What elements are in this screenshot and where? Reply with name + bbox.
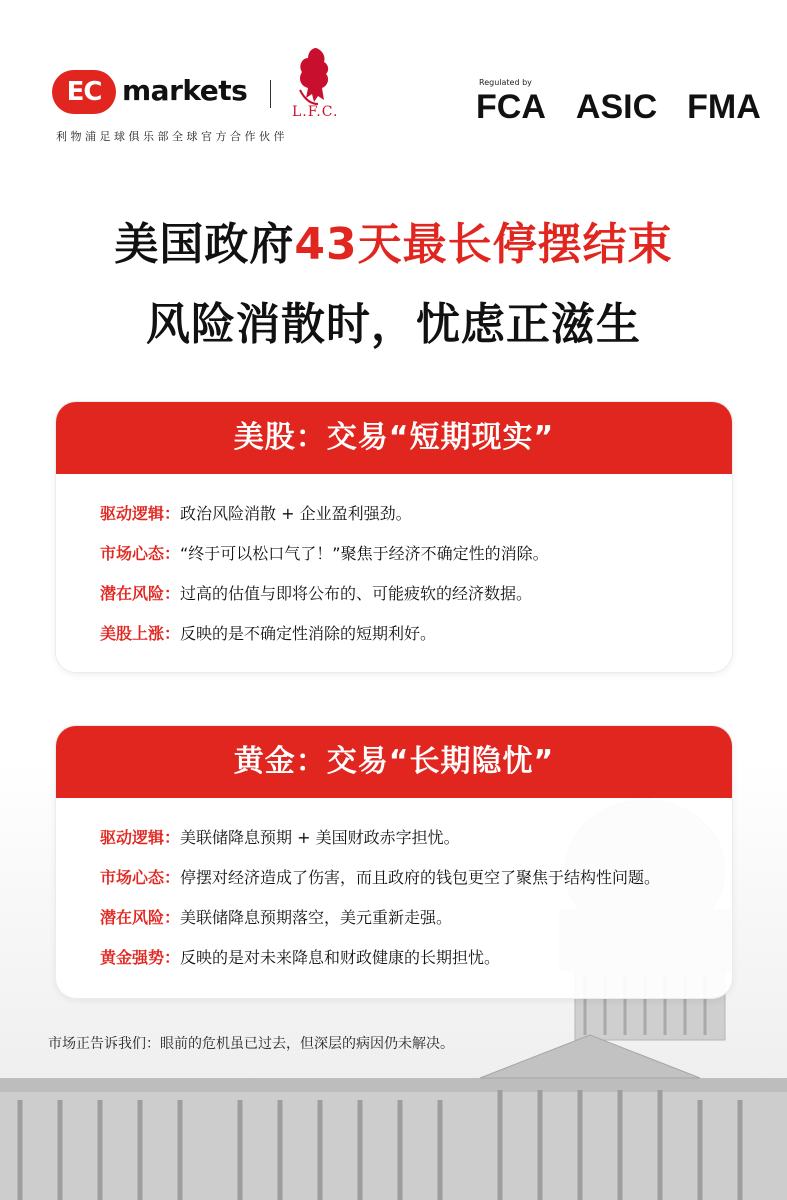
stocks-card-title: 美股：交易“短期现实” bbox=[56, 402, 732, 474]
row-key: 驱动逻辑： bbox=[100, 828, 181, 847]
gold-card-title: 黄金：交易“长期隐忧” bbox=[56, 726, 732, 798]
headline-line1-red: 43天最长停摆结束 bbox=[294, 219, 673, 270]
row-value: 美联储降息预期 + 美国财政赤字担忧。 bbox=[180, 828, 460, 847]
stocks-card bbox=[56, 402, 732, 672]
regulated-by-label: Regulated by bbox=[479, 78, 532, 87]
row-key: 黄金强势： bbox=[100, 948, 181, 967]
regulator-fma: FMA bbox=[687, 88, 761, 126]
headline-line2: 风险消散时，忧虑正滋生 bbox=[146, 299, 641, 350]
list-item bbox=[100, 574, 732, 614]
logo-divider bbox=[270, 80, 271, 108]
regulators-list bbox=[476, 88, 787, 127]
list-item bbox=[100, 534, 732, 574]
markets-logo-text: markets bbox=[122, 74, 248, 107]
headline-line1 bbox=[0, 208, 787, 272]
ec-logo-text: EC bbox=[52, 70, 116, 114]
gold-card bbox=[56, 726, 732, 998]
footnote: 市场正告诉我们：眼前的危机虽已过去，但深层的病因仍未解决。 bbox=[48, 1036, 454, 1052]
stocks-card-rows bbox=[56, 474, 732, 654]
row-key: 市场心态： bbox=[100, 544, 181, 563]
row-value: “终于可以松口气了！”聚焦于经济不确定性的消除。 bbox=[180, 544, 549, 563]
list-item bbox=[100, 938, 732, 978]
lfc-logo-text: L.F.C. bbox=[292, 104, 339, 120]
header bbox=[0, 0, 787, 170]
row-key: 潜在风险： bbox=[100, 908, 181, 927]
regulator-asic: ASIC bbox=[575, 88, 658, 126]
list-item bbox=[100, 494, 732, 534]
row-value: 停摆对经济造成了伤害，而且政府的钱包更空了聚焦于结构性问题。 bbox=[180, 868, 661, 887]
regulator-fca: FCA bbox=[476, 88, 546, 126]
list-item bbox=[100, 614, 732, 654]
row-value: 美联储降息预期落空，美元重新走强。 bbox=[180, 908, 453, 927]
row-value: 过高的估值与即将公布的、可能疲软的经济数据。 bbox=[180, 584, 533, 603]
row-value: 政治风险消散 + 企业盈利强劲。 bbox=[180, 504, 412, 523]
row-key: 驱动逻辑： bbox=[100, 504, 181, 523]
ec-logo bbox=[52, 70, 116, 114]
row-key: 市场心态： bbox=[100, 868, 181, 887]
row-key: 美股上涨： bbox=[100, 624, 181, 643]
row-key: 潜在风险： bbox=[100, 584, 181, 603]
partner-tagline: 利物浦足球俱乐部全球官方合作伙伴 bbox=[56, 130, 288, 143]
headline-line1-black: 美国政府 bbox=[114, 219, 295, 270]
list-item bbox=[100, 818, 732, 858]
list-item bbox=[100, 898, 732, 938]
row-value: 反映的是不确定性消除的短期利好。 bbox=[180, 624, 437, 643]
gold-card-rows bbox=[56, 798, 732, 978]
list-item bbox=[100, 858, 732, 898]
row-value: 反映的是对未来降息和财政健康的长期担忧。 bbox=[180, 948, 501, 967]
